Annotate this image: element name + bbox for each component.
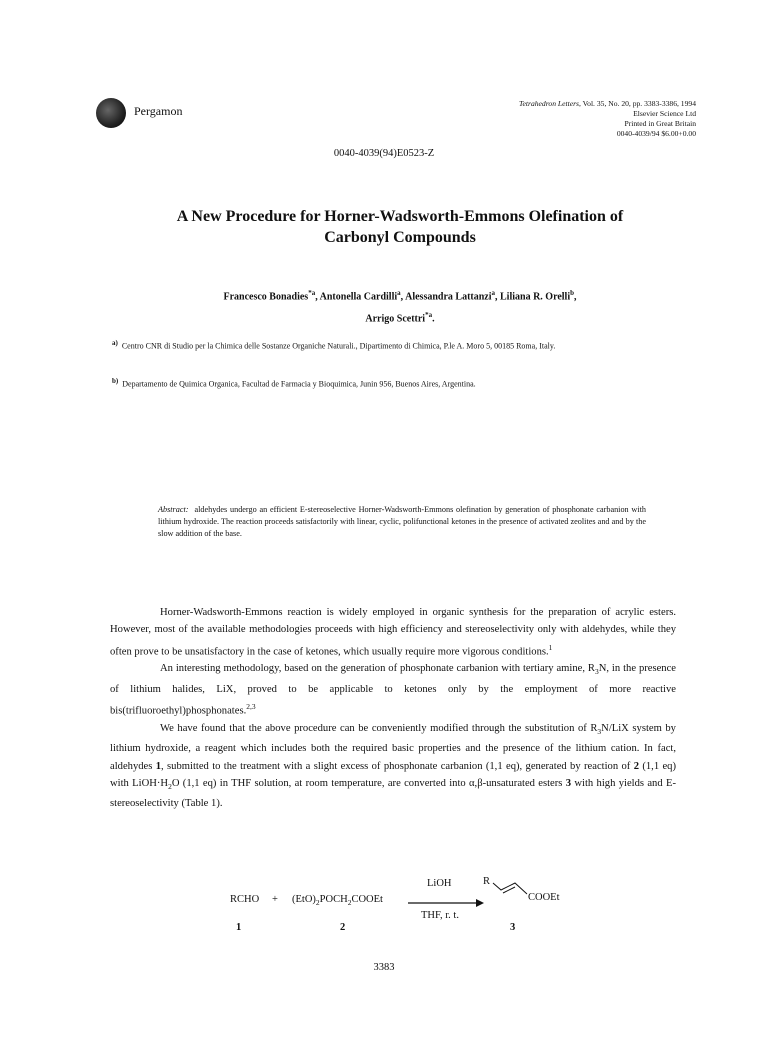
author-list: Francesco Bonadies$^{*a}$, Antonella Cardilli$^a$, Alessandra Lattanzi$^a$, Liliana R. Orelli$^b$, Arrigo Scettri$^{*a}$. (223, 289, 577, 325)
affiliation-a-text: Centro CNR di Studio per la Chimica delle Sostanze Organiche Naturali., Dipartimento di Chimica, P.le A. Moro 5, 00185 Roma, Italy. (121, 341, 556, 351)
paragraph-3-sub-2: 2 (168, 782, 172, 792)
product-r-group: R (483, 876, 491, 887)
product-alkene-bond (491, 880, 531, 902)
reactant-phosphonate (292, 894, 383, 907)
author-1-mark: *a (308, 289, 316, 297)
abstract-label: Abstract: (158, 505, 189, 514)
paragraph-3-text-c: , submitted to the treatment with a slight excess of phosphonate carbanion (1,1 eq), generated by reaction of (161, 760, 634, 772)
reactant-aldehyde: RCHO (230, 894, 260, 905)
product-ester-group: COOEt (528, 892, 560, 903)
phosphonate-part-a: (EtO) (292, 894, 316, 905)
paragraph-3-text-d: (1,1 eq) with LiOH·H (110, 760, 677, 789)
author-4: Liliana R. Orelli (500, 291, 571, 303)
paragraph-2-text-a: An interesting methodology, based on the generation of phosphonate carbanion with tertiary amine, R (160, 663, 595, 675)
title-line-2: Carbonyl Compounds (324, 229, 476, 246)
paragraph-2-sub: 3 (594, 667, 599, 677)
paragraph-3-sub-1: 3 (597, 727, 602, 737)
reaction-scheme (0, 872, 768, 942)
compound-label-2: 2 (340, 922, 346, 933)
paragraph-1 (110, 604, 676, 660)
reagent-above-arrow: LiOH (427, 878, 452, 889)
author-2: Antonella Cardilli (319, 291, 398, 303)
phosphonate-sub-2: 2 (347, 898, 352, 908)
reagent-below-arrow: THF, r. t. (421, 910, 459, 921)
reference-1: 1 (548, 642, 553, 652)
body-text (110, 604, 676, 813)
paragraph-3-text-e: O (1,1 eq) in THF solution, at room temperature, are converted into α,β-unsaturated esters (171, 777, 566, 789)
page-number: 3383 (373, 962, 395, 973)
author-3: Alessandra Lattanzi (405, 291, 492, 303)
author-5: Arrigo Scettri (365, 313, 426, 325)
paragraph-2 (110, 660, 676, 720)
paragraph-3-text-b: N/LiX system by lithium hydroxide, a reagent which includes both the required basic properties and the presence of the lithium cation. In fact, aldehydes (110, 722, 676, 772)
journal-info (519, 99, 696, 139)
reference-2-3: 2,3 (246, 702, 256, 712)
doi-code: 0040-4039(94)E0523-Z (333, 148, 435, 159)
compound-label-3: 3 (510, 922, 516, 933)
author-4-mark: b (570, 289, 575, 297)
journal-line4: 0040-4039/94 $6.00+0.00 (616, 129, 696, 138)
publisher-logo (96, 98, 126, 128)
paragraph-1-text: Horner-Wadsworth-Emmons reaction is widely employed in organic synthesis for the preparation of acrylic esters. However, most of the available methodologies proceeds with high efficiency and stereoselectivity only with aldehydes, while they often prove to be unsatisfactory in the case of ketones, which usually require more vigorous conditions. (110, 607, 676, 658)
author-1: Francesco Bonadies (223, 291, 309, 303)
affiliation-b-mark: b) (112, 377, 119, 385)
compound-label-1: 1 (236, 922, 242, 933)
abstract (158, 504, 646, 540)
journal-volume: , Vol. 35, No. 20, pp. 3383-3386, 1994 (578, 99, 696, 108)
compound-2-ref: 2 (633, 760, 639, 772)
affiliation-b (112, 374, 692, 392)
reaction-arrow (408, 898, 484, 908)
phosphonate-part-b: POCH (319, 894, 348, 905)
paragraph-3-text-a: We have found that the above procedure can be conveniently modified through the substitution of R (160, 722, 598, 734)
journal-line3: Printed in Great Britain (624, 119, 696, 128)
plus-sign: + (272, 894, 278, 905)
affiliation-b-text: Departamento de Quimica Organica, Facultad de Farmacia y Bioquimica, Junin 956, Buenos Aires, Argentina. (122, 379, 476, 389)
publisher-name: Pergamon (134, 104, 183, 118)
compound-3-ref: 3 (565, 777, 572, 789)
abstract-text: aldehydes undergo an efficient E-stereoselective Horner-Wadsworth-Emmons olefination by generation of phosphonate carbanion with lithium hydroxide. The reaction proceeds satisfactorily with linear, cyclic, polifunctional ketones in the presence of activated zeolites and and by the slow addition of the base. (158, 505, 646, 538)
title-line-1: A New Procedure for Horner-Wadsworth-Emmons Olefination of (176, 208, 624, 225)
paper-title (100, 206, 700, 248)
author-5-mark: *a (425, 311, 433, 320)
author-3-mark: a (491, 289, 496, 297)
journal-name: Tetrahedron Letters (519, 99, 579, 108)
compound-1-ref: 1 (155, 760, 162, 772)
affiliation-a (112, 336, 692, 354)
paragraph-3-text-f: with high yields and E-stereoselectivity (Table 1). (110, 777, 676, 810)
phosphonate-part-c: COOEt (351, 894, 383, 905)
author-2-mark: a (397, 289, 401, 297)
affiliation-a-mark: a) (112, 339, 118, 347)
paragraph-3 (110, 720, 676, 813)
phosphonate-sub-1: 2 (315, 898, 320, 908)
journal-line2: Elsevier Science Ltd (633, 109, 696, 118)
paragraph-2-text-b: N, in the presence of lithium halides, LiX, proved to be applicable to ketones only by the employment of more reactive bis(trifluoroethyl)phosphonates. (110, 663, 677, 717)
